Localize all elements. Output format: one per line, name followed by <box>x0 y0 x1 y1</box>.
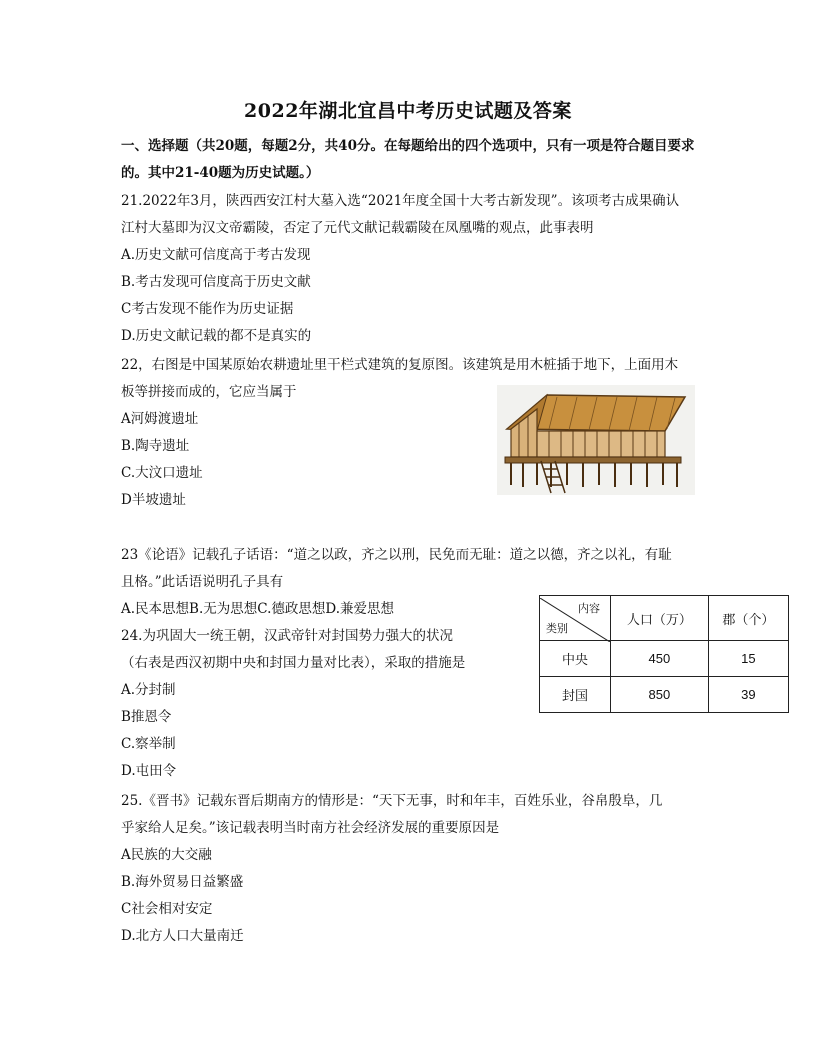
q24-option-a: A.分封制 <box>121 682 176 698</box>
page-title: 2022年湖北宜昌中考历史试题及答案 <box>244 100 572 122</box>
corner-bottom-label: 类别 <box>546 622 568 635</box>
q25-option-b: B.海外贸易日益繁盛 <box>121 874 244 890</box>
power-comparison-table <box>539 595 789 713</box>
q24-option-d: D.屯田令 <box>121 763 177 779</box>
q22-option-b: B.陶寺遗址 <box>121 438 190 454</box>
q22-option-a: A河姆渡遗址 <box>121 411 199 427</box>
q21-option-a: A.历史文献可信度高于考古发现 <box>121 247 311 263</box>
q25-option-a: A民族的大交融 <box>121 847 212 863</box>
table-header-row <box>540 596 789 641</box>
q24-stem-line-1: 24.为巩固大一统王朝，汉武帝针对封国势力强大的状况 <box>121 628 453 644</box>
header-population: 人口（万） <box>611 596 709 641</box>
q25-stem-line-2: 乎家给人足矣。”该记载表明当时南方社会经济发展的重要原因是 <box>121 820 500 836</box>
q21-option-b: B.考古发现可信度高于历史文献 <box>121 274 311 290</box>
q21-option-d: D.历史文献记载的都不是真实的 <box>121 328 312 344</box>
commanderies-value: 15 <box>708 641 788 677</box>
q25-option-c: C社会相对安定 <box>121 901 213 917</box>
q21-option-c: C考古发现不能作为历史证据 <box>121 301 294 317</box>
q24-stem-line-2: （右表是西汉初期中央和封国力量对比表），采取的措施是 <box>121 655 466 671</box>
q22-stem-line-1: 22，右图是中国某原始农耕遗址里干栏式建筑的复原图。该建筑是用木桩插于地下，上面用木 <box>121 357 679 373</box>
q22-stem-line-2: 板等拼接而成的，它应当属于 <box>121 384 297 400</box>
q25-stem-line-1: 25.《晋书》记载东晋后期南方的情形是：“天下无事，时和年丰，百姓乐业，谷帛殷阜，几 <box>121 793 663 809</box>
population-value: 450 <box>611 641 709 677</box>
q23-stem-line-1: 23《论语》记载孔子话语：“道之以政，齐之以刑，民免而无耻：道之以德，齐之以礼，有耻 <box>121 547 672 563</box>
population-value: 850 <box>611 677 709 713</box>
row-label: 封国 <box>540 677 611 713</box>
q23-options: A.民本思想B.无为思想C.德政思想D.兼爱思想 <box>121 601 395 617</box>
table-row <box>540 677 789 713</box>
q23-stem-line-2: 且格。”此话语说明孔子具有 <box>121 574 284 590</box>
q22-option-c: C.大汶口遗址 <box>121 465 203 481</box>
q22-option-d: D半坡遗址 <box>121 492 186 508</box>
row-label: 中央 <box>540 641 611 677</box>
stilt-house-illustration <box>497 385 695 495</box>
corner-top-label: 内容 <box>578 602 600 615</box>
q21-stem-line-1: 21.2022年3月，陕西西安江村大墓入选“2021年度全国十大考古新发现”。该项考古成果确认 <box>121 193 680 209</box>
q21-stem-line-2: 江村大墓即为汉文帝霸陵，否定了元代文献记载霸陵在凤凰嘴的观点，此事表明 <box>121 220 594 236</box>
q25-option-d: D.北方人口大量南迁 <box>121 928 244 944</box>
table-row <box>540 641 789 677</box>
q24-option-b: B推恩令 <box>121 709 172 725</box>
q24-option-c: C.察举制 <box>121 736 176 752</box>
section-header: 一、选择题（共20题，每题2分，共40分。在每题给出的四个选项中，只有一项是符合题目要求的。其中21-40题为历史试题。） <box>121 138 695 181</box>
table-corner-cell <box>540 596 611 641</box>
header-commanderies: 郡（个） <box>708 596 788 641</box>
commanderies-value: 39 <box>708 677 788 713</box>
